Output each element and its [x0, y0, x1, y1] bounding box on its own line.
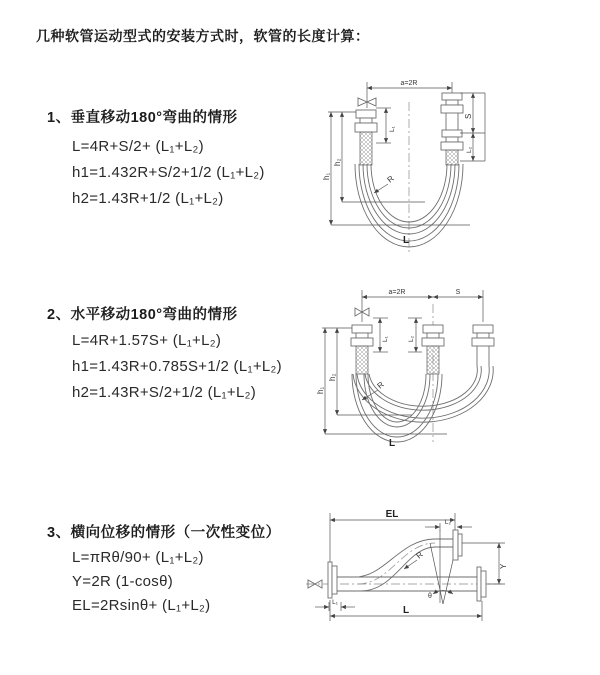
dim-label-l1: L₁ — [389, 126, 396, 132]
dim-label-h1: h₁ — [322, 172, 331, 180]
dim-l1 — [376, 108, 396, 143]
diagram-vertical-180-bend — [310, 62, 595, 258]
dim-l1 — [373, 318, 389, 352]
hose-arcs-near — [352, 374, 442, 442]
section-1-heading: 1、垂直移动180°弯曲的情形 — [47, 110, 238, 126]
dim-label-a2r: a=2R — [400, 80, 418, 87]
formula-1-L: L=4R+S/2+ (L₁+L₂) — [72, 138, 204, 155]
right-flange — [477, 567, 486, 601]
dim-label-l-total: L — [388, 438, 396, 449]
dim-label-r: R — [385, 173, 396, 185]
s-curve-hose — [355, 539, 435, 591]
page-title: 几种软管运动型式的安装方式时，软管的长度计算： — [36, 28, 370, 44]
dim-label-l-total: L — [402, 235, 410, 246]
dim-label-l1: L₁ — [382, 336, 389, 342]
formula-2-h2: h2=1.43R+S/2+1/2 (L₁+L₂) — [72, 384, 257, 401]
dim-label-s: S — [455, 289, 461, 296]
dim-label-l2: L₂ — [466, 146, 473, 153]
dim-label-l1: L₁ — [332, 599, 338, 606]
diagram-horizontal-180-bend — [312, 282, 600, 450]
section-3-heading: 3、横向位移的情形（一次性变位） — [47, 525, 281, 541]
dim-label-s: S — [464, 113, 473, 119]
dim-label-l2: L₂ — [408, 335, 415, 342]
dim-l1 — [315, 599, 355, 611]
middle-fitting — [422, 325, 444, 374]
formula-1-h2: h2=1.43R+1/2 (L₁+L₂) — [72, 190, 224, 207]
dim-label-h1: h₁ — [316, 386, 325, 394]
formula-3-L: L=πRθ/90+ (L₁+L₂) — [72, 549, 204, 566]
radius-callout — [404, 550, 425, 569]
angle-wedge — [428, 530, 453, 604]
dim-label-y: Y — [499, 563, 508, 569]
dim-l-total — [330, 600, 482, 621]
right-fitting — [472, 325, 494, 366]
diagram-lateral-displacement — [300, 503, 598, 645]
dim-a2r — [367, 80, 452, 108]
dim-el — [330, 509, 455, 565]
formula-3-Y: Y=2R (1-cosθ) — [72, 573, 174, 590]
left-fitting — [355, 110, 377, 165]
dim-a2r-s — [362, 289, 483, 322]
dim-label-l2: L₂ — [444, 519, 452, 526]
upper-flange — [435, 530, 462, 560]
right-fitting — [441, 93, 463, 165]
dim-l2 — [425, 519, 472, 531]
dim-s-l2 — [460, 93, 485, 161]
dim-h1-h2 — [322, 112, 470, 225]
radius-callout — [374, 174, 396, 193]
left-fitting — [351, 325, 373, 374]
dim-label-h2: h₂ — [333, 158, 342, 166]
dim-label-theta: θ — [428, 593, 432, 600]
formula-2-L: L=4R+1.57S+ (L₁+L₂) — [72, 332, 222, 349]
dim-l2 — [408, 318, 422, 352]
dim-label-l: L — [402, 605, 410, 616]
section-2-heading: 2、水平移动180°弯曲的情形 — [47, 307, 238, 323]
formula-2-h1: h1=1.43R+0.785S+1/2 (L₁+L₂) — [72, 358, 282, 375]
dim-label-a2r: a=2R — [388, 289, 406, 296]
formula-1-h1: h1=1.432R+S/2+1/2 (L₁+L₂) — [72, 164, 265, 181]
dim-label-r: R — [414, 549, 425, 561]
dim-label-el: EL — [385, 509, 399, 520]
dim-label-h2: h₂ — [328, 373, 337, 381]
dim-label-r: R — [375, 379, 386, 391]
formula-3-EL: EL=2Rsinθ+ (L₁+L₂) — [72, 597, 211, 614]
left-flange — [328, 562, 337, 598]
